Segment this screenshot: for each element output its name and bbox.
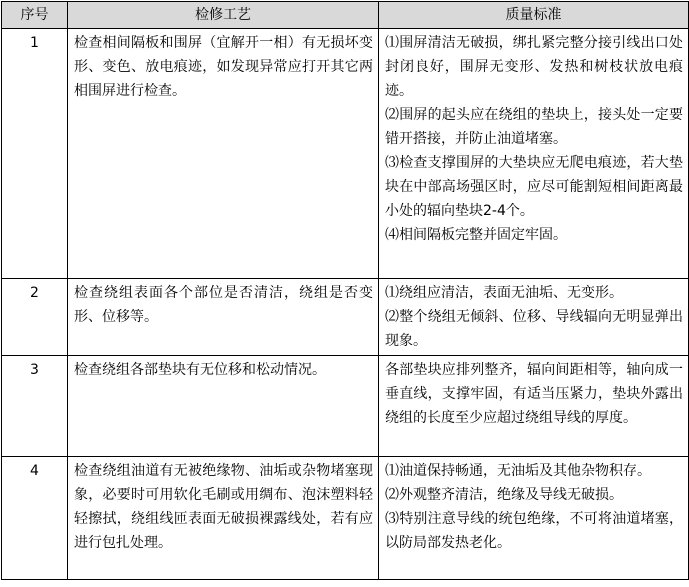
standard-item: ⑶特别注意导线的统包绝缘，不可将油道堵塞，以防局部发热老化。 [385, 511, 683, 551]
process-cell: 检查绕组油道有无被绝缘物、油垢或杂物堵塞现象，必要时可用软化毛刷或用绸布、泡沫塑料轻轻擦拭，绕组线匝表面无破损裸露线处，若有应进行包扎处理。 [68, 457, 379, 580]
table-row [2, 29, 689, 279]
standard-item: ⑴油道保持畅通，无油垢及其他杂物积存。 [385, 463, 651, 479]
standard-item: ⑷相间隔板完整并固定牢固。 [385, 227, 567, 243]
standard-cell [379, 356, 689, 457]
standard-item: ⑵围屏的起头应在绕组的垫块上，接头处一定要错开搭接，并防止油道堵塞。 [385, 107, 683, 147]
process-cell: 检查绕组表面各个部位是否清洁，绕组是否变形、位移等。 [68, 279, 379, 356]
process-cell: 检查相间隔板和围屏（宜解开一相）有无损坏变形、变色、放电痕迹，如发现异常应打开其它两相围屏进行检查。 [68, 29, 379, 279]
standard-item: ⑵整个绕组无倾斜、位移、导线辐向无明显弹出现象。 [385, 309, 683, 349]
maintenance-table [1, 1, 689, 580]
standard-item: ⑶检查支撑围屏的大垫块应无爬电痕迹，若大垫块在中部高场强区时，应尽可能割短相间距离最小处的辐向垫块2-4个。 [385, 155, 683, 219]
header-standard: 质量标准 [379, 2, 689, 29]
header-no: 序号 [2, 2, 68, 29]
table-row [2, 279, 689, 356]
standard-item: ⑴围屏清洁无破损，绑扎紧完整分接引线出口处封闭良好，围屏无变形、发热和树枝状放电痕迹。 [385, 35, 683, 99]
row-number: 3 [2, 356, 68, 457]
header-row [2, 2, 689, 29]
header-process: 检修工艺 [68, 2, 379, 29]
table-row [2, 356, 689, 457]
row-number: 1 [2, 29, 68, 279]
standard-cell [379, 279, 689, 356]
standard-cell [379, 457, 689, 580]
row-number: 2 [2, 279, 68, 356]
standard-cell [379, 29, 689, 279]
standard-item: 各部垫块应排列整齐，辐向间距相等，轴向成一垂直线，支撑牢固，有适当压紧力，垫块外露出绕组的长度至少应超过绕组导线的厚度。 [385, 362, 683, 426]
standard-item: ⑵外观整齐清洁，绝缘及导线无破损。 [385, 487, 623, 503]
standard-item: ⑴绕组应清洁，表面无油垢、无变形。 [385, 285, 623, 301]
table-row [2, 457, 689, 580]
process-cell: 检查绕组各部垫块有无位移和松动情况。 [68, 356, 379, 457]
row-number: 4 [2, 457, 68, 580]
